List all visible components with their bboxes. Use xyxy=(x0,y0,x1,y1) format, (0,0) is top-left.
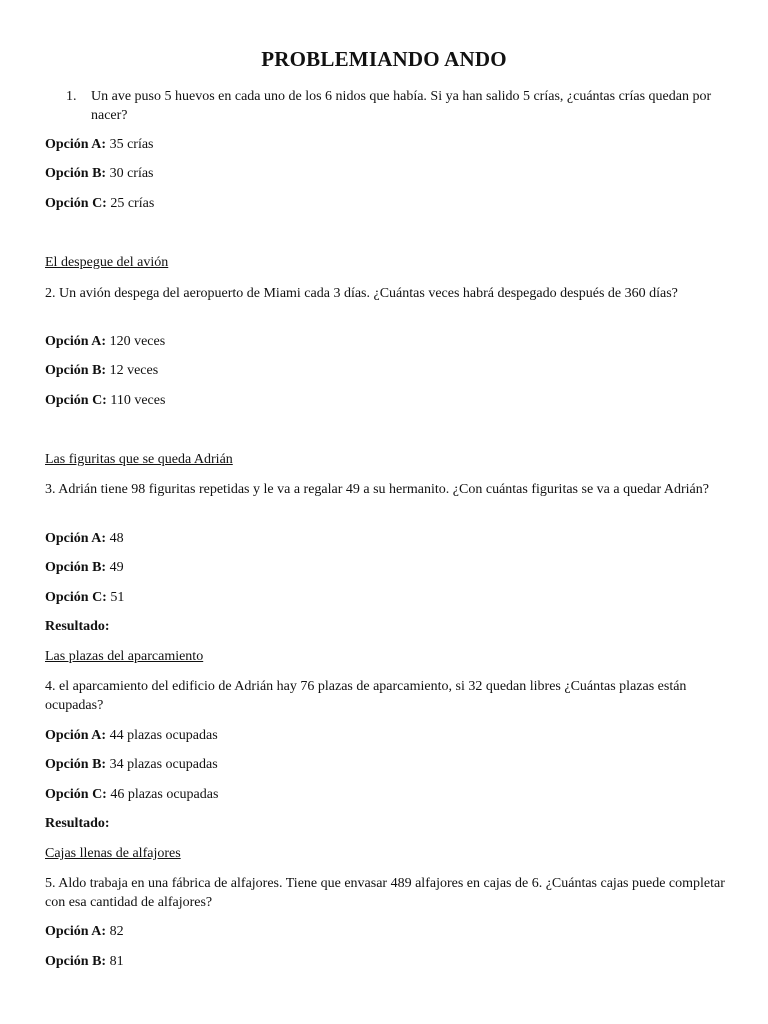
problem-1-option-c xyxy=(45,194,725,213)
problem-1-number: 1. xyxy=(66,89,77,104)
option-label: Opción A: xyxy=(45,137,107,152)
option-label: Opción C: xyxy=(45,787,107,802)
option-text: 51 xyxy=(106,590,125,605)
problem-2-option-b xyxy=(45,361,725,380)
problem-4-option-b xyxy=(45,755,725,774)
option-text: 44 plazas ocupadas xyxy=(106,728,218,743)
problem-4-option-a xyxy=(45,726,725,745)
problem-2-heading: El despegue del avión xyxy=(45,255,169,270)
option-text: 34 plazas ocupadas xyxy=(106,757,218,772)
problem-3-question: 3. Adrián tiene 98 figuritas repetidas y le va a regalar 49 a su hermanito. ¿Con cuántas figuritas se va a quedar Adrián? xyxy=(45,482,709,497)
problem-3-heading: Las figuritas que se queda Adrián xyxy=(45,452,233,467)
problem-2-question: 2. Un avión despega del aeropuerto de Miami cada 3 días. ¿Cuántas veces habrá despegado después de 360 días? xyxy=(45,286,678,301)
option-label: Opción A: xyxy=(45,924,107,939)
problem-1-option-b xyxy=(45,164,725,183)
option-text: 49 xyxy=(106,560,124,575)
option-text: 110 veces xyxy=(106,393,166,408)
option-label: Opción A: xyxy=(45,531,107,546)
problem-2-option-c xyxy=(45,391,725,410)
problem-4-option-c xyxy=(45,785,725,804)
option-label: Opción B: xyxy=(45,166,107,181)
option-label: Opción A: xyxy=(45,728,107,743)
problem-5-option-b xyxy=(45,952,725,971)
problem-4-question: 4. el aparcamiento del edificio de Adrián hay 76 plazas de aparcamiento, si 32 quedan libres ¿Cuántas plazas están ocupadas? xyxy=(45,679,687,713)
option-label: Opción B: xyxy=(45,363,107,378)
problem-4-result: Resultado: xyxy=(45,816,110,831)
option-text: 46 plazas ocupadas xyxy=(106,787,219,802)
problem-3-option-a xyxy=(45,529,725,548)
option-text: 25 crías xyxy=(106,196,155,211)
option-text: 81 xyxy=(106,954,124,969)
option-label: Opción C: xyxy=(45,196,107,211)
option-label: Opción C: xyxy=(45,590,107,605)
option-text: 12 veces xyxy=(106,363,159,378)
problem-1-question: Un ave puso 5 huevos en cada uno de los 6 nidos que había. Si ya han salido 5 crías, ¿cuántas crías quedan por nacer? xyxy=(91,89,712,123)
option-label: Opción B: xyxy=(45,560,107,575)
problem-5-option-a xyxy=(45,922,725,941)
option-label: Opción B: xyxy=(45,757,107,772)
option-text: 82 xyxy=(106,924,124,939)
option-label: Opción A: xyxy=(45,334,107,349)
problem-1-option-a xyxy=(45,135,725,154)
page-title: PROBLEMIANDO ANDO xyxy=(261,47,507,71)
problem-5-question: 5. Aldo trabaja en una fábrica de alfajores. Tiene que envasar 489 alfajores en cajas de 6. ¿Cuántas cajas puede completar con esa cantidad de alfajores? xyxy=(45,876,725,910)
option-text: 30 crías xyxy=(106,166,154,181)
problem-3-result: Resultado: xyxy=(45,619,110,634)
problem-2-option-a xyxy=(45,332,725,351)
problem-4-heading: Las plazas del aparcamiento xyxy=(45,649,204,664)
option-text: 120 veces xyxy=(106,334,166,349)
problem-3-option-b xyxy=(45,558,725,577)
problem-3-option-c xyxy=(45,588,725,607)
problem-5-heading: Cajas llenas de alfajores xyxy=(45,846,181,861)
option-text: 35 crías xyxy=(106,137,154,152)
option-label: Opción B: xyxy=(45,954,107,969)
option-text: 48 xyxy=(106,531,124,546)
option-label: Opción C: xyxy=(45,393,107,408)
